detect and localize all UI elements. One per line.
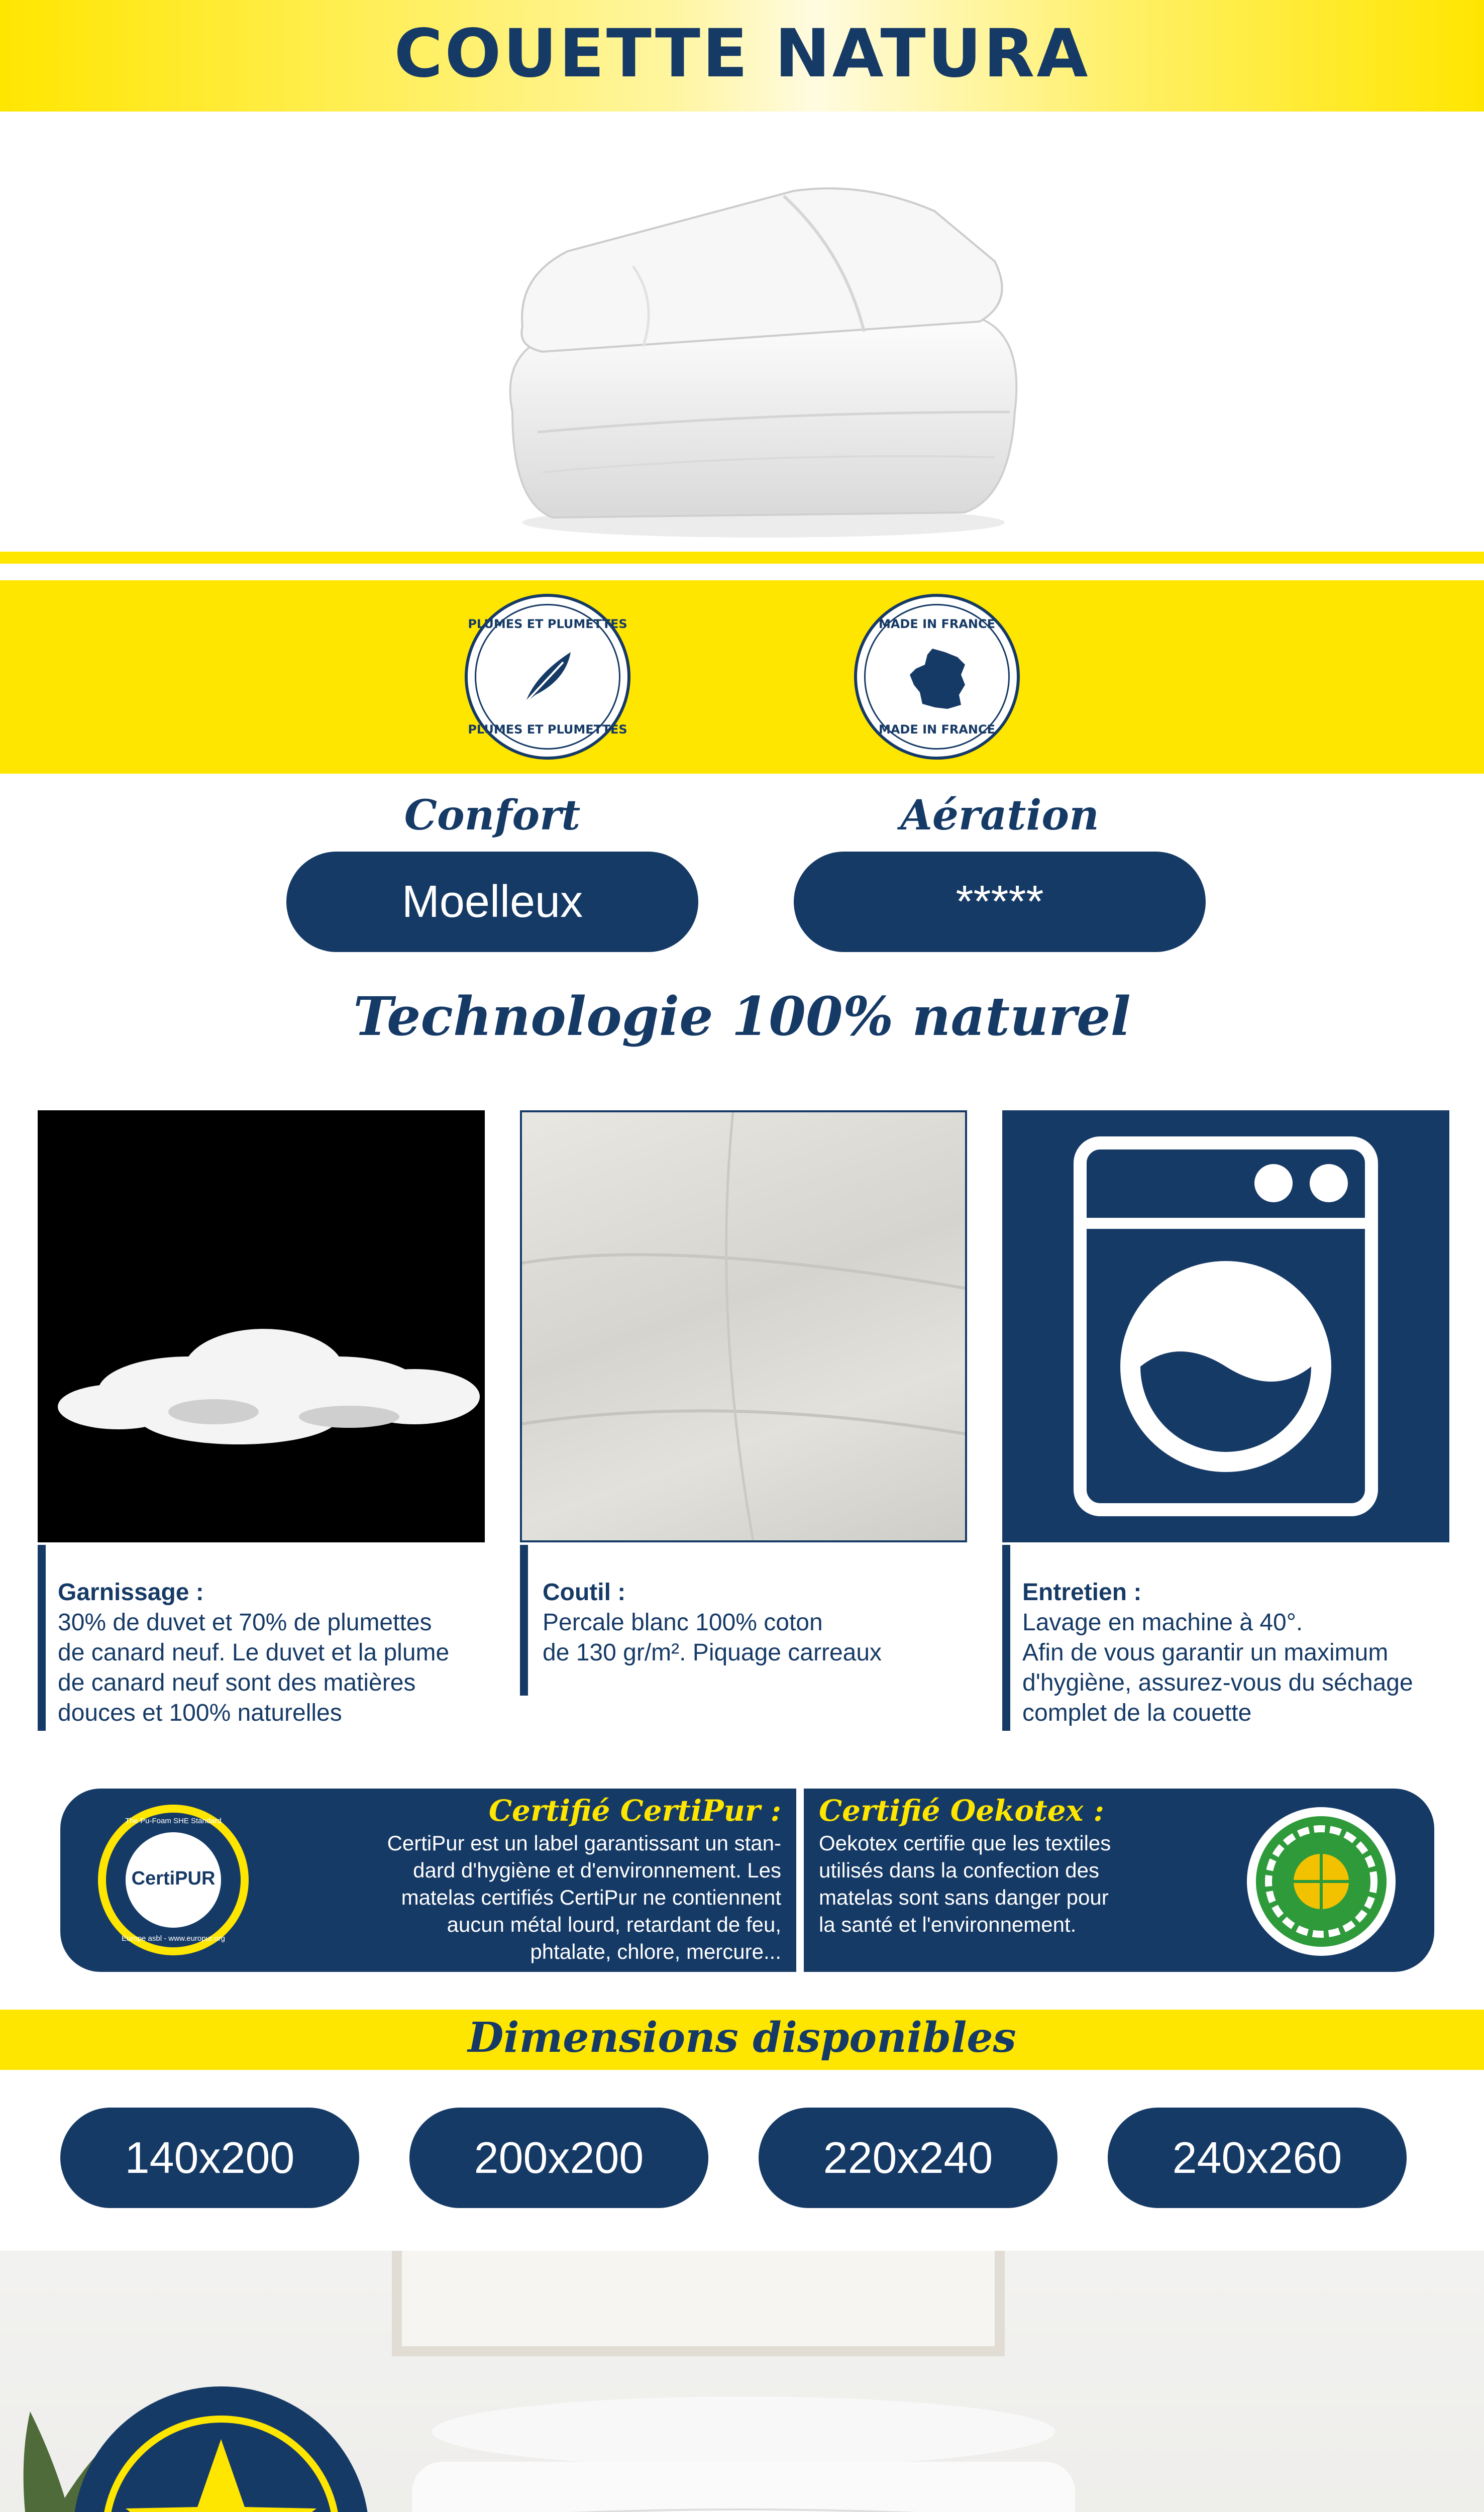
comfort-label: Confort (404, 791, 581, 840)
filling-caption: Garnissage : 30% de duvet et 70% de plumettes de canard neuf. Le duvet et la plume de canard neuf sont des matières douces et 100% naturelles (58, 1579, 450, 1726)
aeration-label: Aération (900, 791, 1099, 840)
yellow-divider (0, 552, 1484, 564)
size-140x200: 140x200 (60, 2108, 359, 2208)
certipur-card (60, 1789, 796, 1972)
size-200x200: 200x200 (409, 2108, 708, 2208)
filling-tile (38, 1110, 485, 1542)
percale-fabric-image (520, 1110, 967, 1542)
feathers-badge: PLUMES ET PLUMETTES PLUMES ET PLUMETTES (465, 594, 630, 760)
fabric-tile (520, 1110, 967, 1542)
certipur-text: CertiPur est un label garantissant un stan- dard d'hygiène et d'environnement. Les matelas certifiés CertiPur ne contiennent aucun métal lourd, retardant de feu, phtalate, chlore, mercure... (387, 1831, 781, 1963)
feathers-image (38, 1110, 485, 1542)
technology-title: Technologie 100% naturel (353, 985, 1131, 1048)
header-banner (0, 0, 1484, 112)
oekotex-text: Oekotex certifie que les textiles utilisés dans la confection des matelas sont sans danger pour la santé et l'environnement. (819, 1831, 1111, 1936)
certipur-logo: CertiPUR The Pu-Foam SHE Standard Europe asbl - www.europur.org (98, 1805, 249, 1955)
made-in-france-badge: MADE IN FRANCE MADE IN FRANCE (854, 594, 1020, 760)
certipur-title: Certifié CertiPur : (488, 1794, 781, 1828)
dimensions-band (0, 2010, 1484, 2070)
size-240x260: 240x260 (1108, 2108, 1407, 2208)
dimensions-title: Dimensions disponibles (468, 2014, 1016, 2062)
oekotex-card (804, 1789, 1434, 1972)
fabric-caption: Coutil : Percale blanc 100% coton de 130 gr/m². Piquage carreaux (543, 1579, 882, 1666)
france-map-icon (905, 645, 975, 715)
care-tile (1002, 1110, 1449, 1542)
comfort-value: Moelleux (286, 852, 698, 952)
size-220x240: 220x240 (759, 2108, 1057, 2208)
oekotex-title: Certifié Oekotex : (819, 1794, 1104, 1828)
duvet-product-image (482, 151, 1050, 543)
badges-band (0, 580, 1484, 774)
bedroom-scene-image (0, 2251, 1484, 2512)
oekotex-logo (1246, 1806, 1397, 1957)
page-title: COUETTE NATURA (394, 15, 1090, 92)
star-icon (70, 2384, 372, 2512)
aeration-value: ***** (794, 852, 1206, 952)
washing-machine-icon (1002, 1110, 1449, 1542)
care-caption: Entretien : Lavage en machine à 40°. Afin de vous garantir un maximum d'hygiène, assurez-vous du séchage complet de la couette (1022, 1579, 1413, 1726)
feather-icon (515, 645, 581, 710)
